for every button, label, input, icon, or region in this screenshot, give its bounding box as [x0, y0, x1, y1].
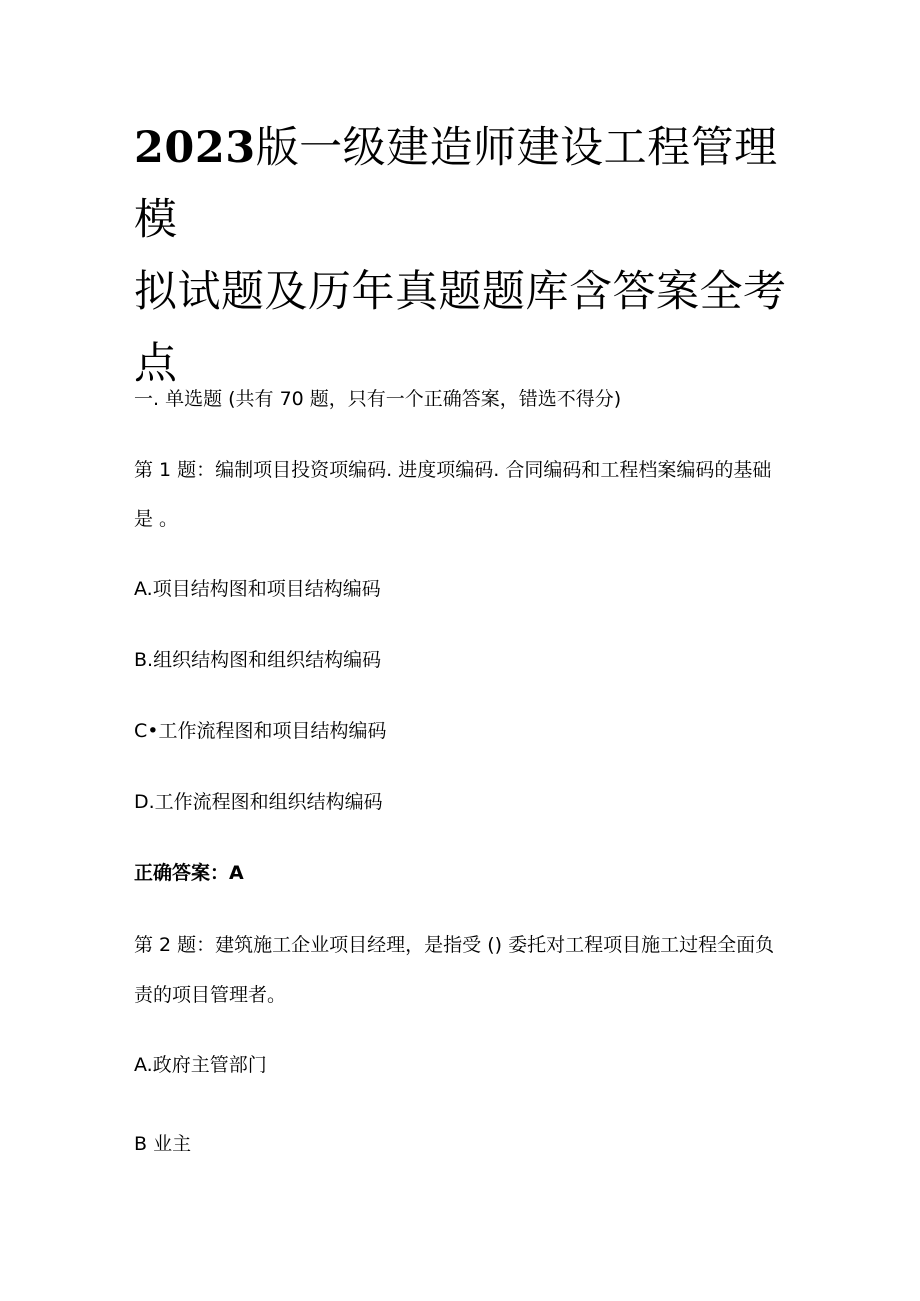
question-1-stem-line1: 第 1 题：编制项目投资项编码. 进度项编码. 合同编码和工程档案编码的基础 — [134, 459, 772, 481]
question-2-stem-line2: 责的项目管理者。 — [134, 984, 287, 1006]
question-1-option-d: D.工作流程图和组织结构编码 — [134, 791, 383, 813]
question-2-stem-line1: 第 2 题：建筑施工企业项目经理，是指受 () 委托对工程项目施工过程全面负 — [134, 934, 775, 956]
section-heading: 一. 单选题 (共有 70 题，只有一个正确答案，错选不得分) — [134, 388, 622, 410]
title-line3: 点 — [134, 339, 178, 389]
question-1-option-a: A.项目结构图和项目结构编码 — [134, 578, 381, 600]
document-title — [134, 112, 794, 400]
title-line1-rest: 版一级建造师建设工程管理模 — [134, 123, 778, 245]
question-1-answer: 正确答案：A — [134, 862, 244, 884]
question-2-option-a: A.政府主管部门 — [134, 1054, 267, 1076]
title-year: 2023 — [134, 123, 256, 173]
question-2-option-b: B 业主 — [134, 1133, 192, 1155]
title-line2: 拟试题及历年真题题库含答案全考 — [134, 267, 787, 317]
question-1-stem-line2: 是 。 — [134, 508, 179, 530]
question-1-option-c: C•工作流程图和项目结构编码 — [134, 720, 387, 742]
question-1-option-b: B.组织结构图和组织结构编码 — [134, 649, 382, 671]
